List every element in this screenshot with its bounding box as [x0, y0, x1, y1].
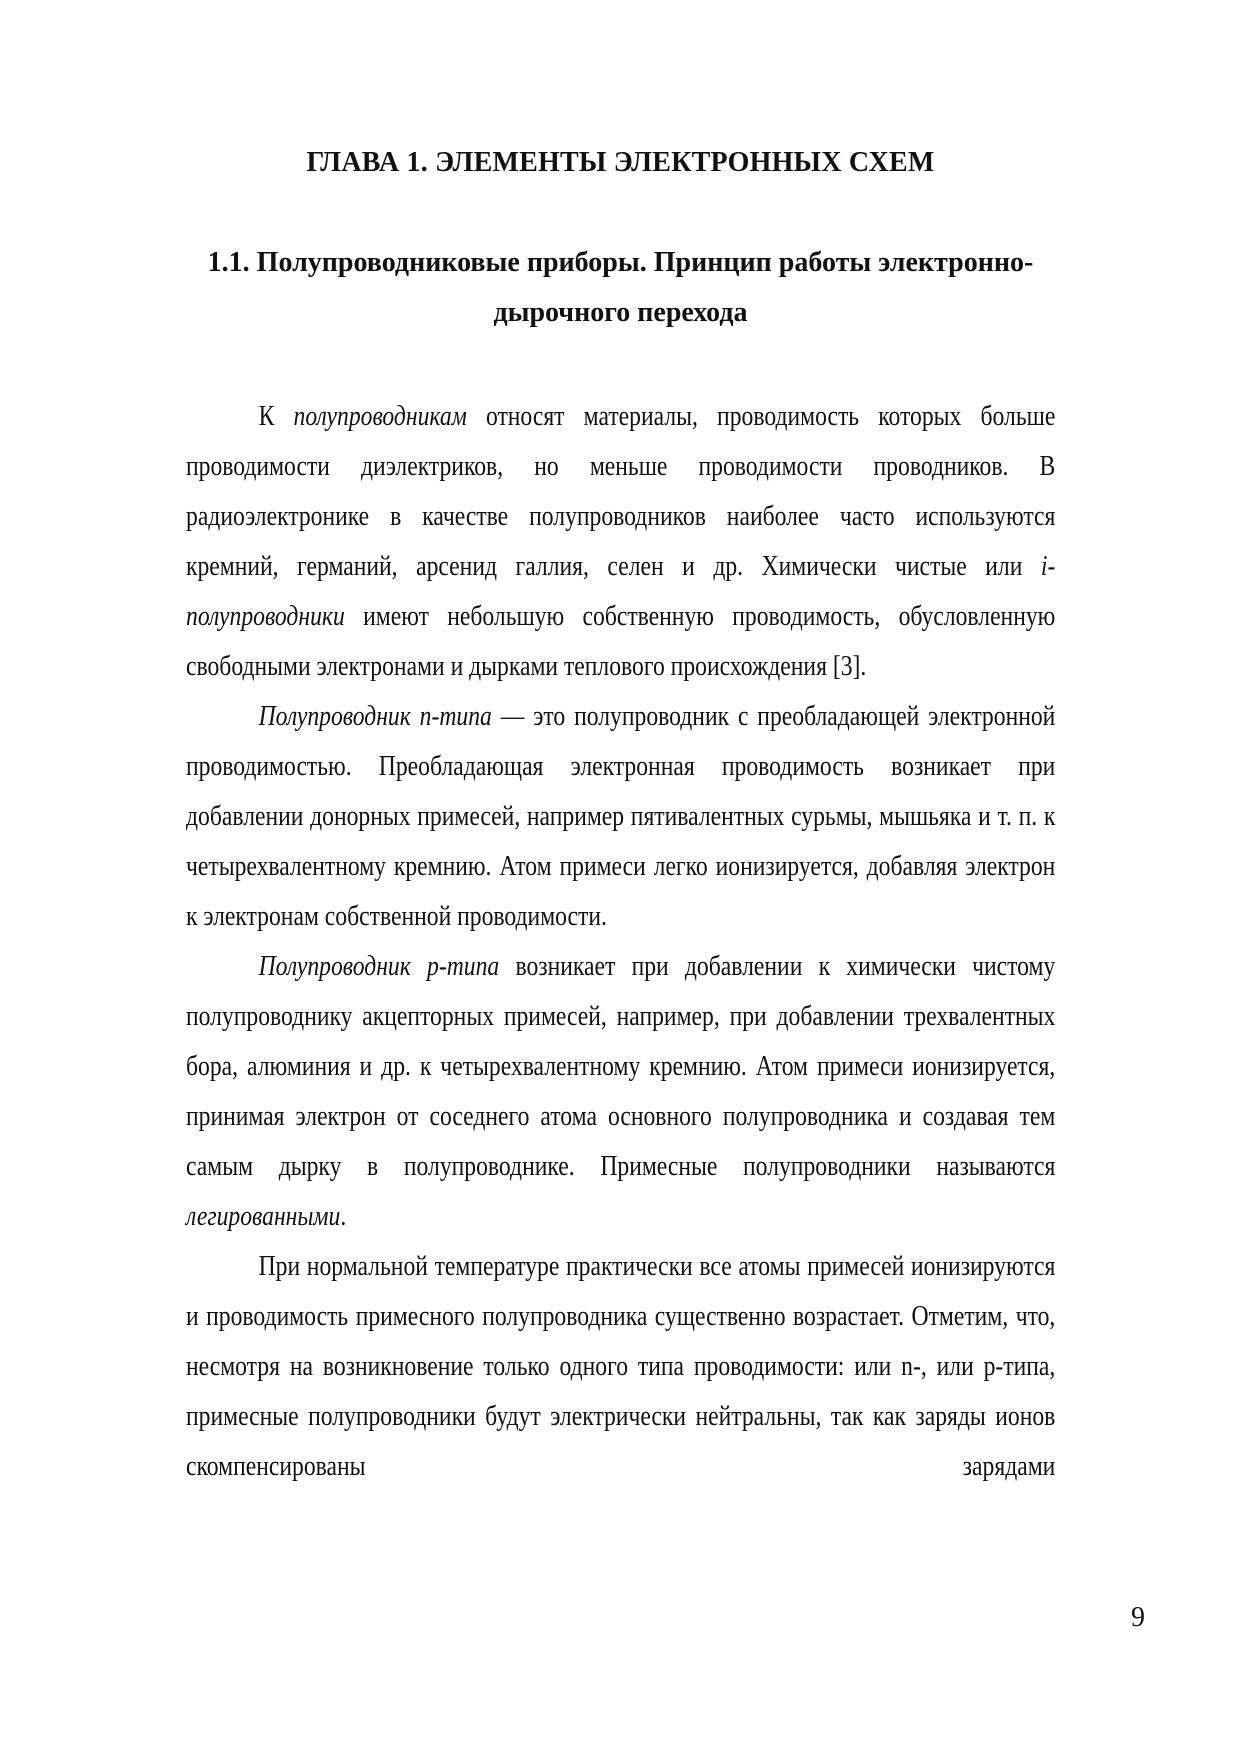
- paragraph-p-type: [186, 942, 1055, 1242]
- italic-term: Полупроводник n-типа: [258, 701, 492, 732]
- section-title: 1.1. Полупроводниковые приборы. Принцип работы электронно-дырочного перехода: [207, 247, 1034, 328]
- page-number: 9: [1131, 1602, 1145, 1633]
- text-run: К: [258, 401, 294, 432]
- text-run: .: [340, 1201, 347, 1232]
- text-run: — это полупроводник с преобладающей электронной проводимостью. Преобладающая электронная проводимость возникает при добавлении донорных примесей, например пятивалентных сурьмы, мышьяка и т. п. к четырехвалентному кремнию. Атом примеси легко ионизируется, добавляя электрон к электронам собственной проводимости.: [186, 701, 1056, 932]
- paragraph-semiconductors: [186, 392, 1055, 692]
- body-text: [186, 392, 1055, 1492]
- paragraph-normal-temperature: При нормальной температуре практически все атомы примесей ионизируются и проводимость примесного полупроводника существенно возрастает. Отметим, что, несмотря на возникновение только одного типа проводимости: или n-, или p-типа, примесные полупроводники будут электрически нейтральны, так как заряды ионов скомпенсированы зарядами: [186, 1251, 1056, 1482]
- italic-term: i-полупроводники: [186, 551, 1056, 632]
- chapter-title: ГЛАВА 1. ЭЛЕМЕНТЫ ЭЛЕКТРОННЫХ СХЕМ: [306, 147, 935, 178]
- italic-term: полупроводникам: [293, 401, 467, 432]
- italic-term: легированными: [186, 1201, 341, 1232]
- text-run: имеют небольшую собственную проводимость, обусловленную свободными электронами и дырками теплового происхождения [3].: [186, 601, 1056, 682]
- paragraph-n-type: [186, 692, 1055, 942]
- text-run: относят материалы, проводимость которых больше проводимости диэлектриков, но меньше проводимости проводников. В радиоэлектронике в качестве полупроводников наиболее часто используются кремний, германий, арсенид галлия, селен и др. Химически чистые или: [186, 401, 1056, 582]
- italic-term-wrapper: Полупроводник p-типа: [258, 951, 500, 982]
- text-run: возникает при добавлении к химически чистому полупроводнику акцепторных примесей, например, при добавлении трехвалентных бора, алюминия и др. к четырехвалентному кремнию. Атом примеси ионизируется, принимая электрон от соседнего атома основного полупроводника и создавая тем самым дырку в полупроводнике. Примесные полупроводники называются: [186, 951, 1056, 1182]
